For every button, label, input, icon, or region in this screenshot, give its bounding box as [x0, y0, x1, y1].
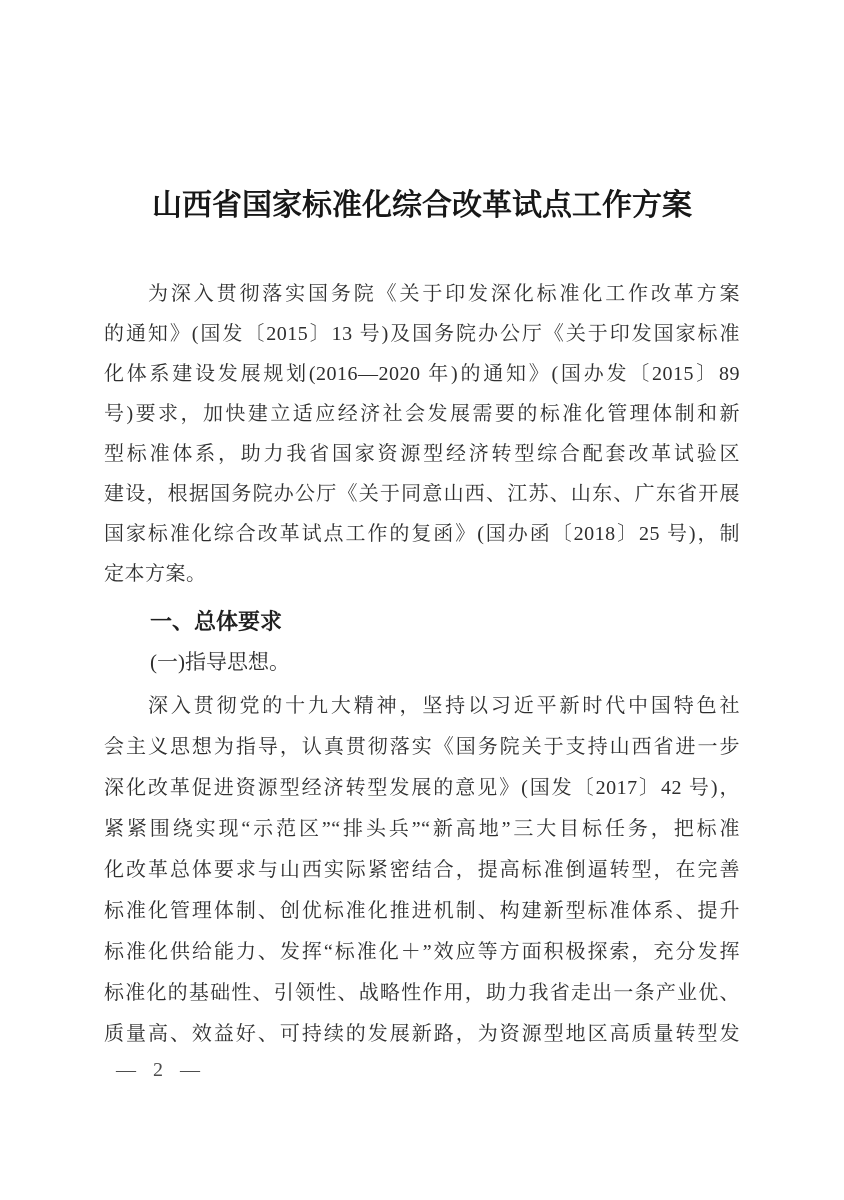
paragraph-line: 紧紧围绕实现“示范区”“排头兵”“新高地”三大目标任务，把标准	[104, 818, 740, 840]
paragraph-line: 化改革总体要求与山西实际紧密结合，提高标准倒逼转型，在完善	[104, 859, 740, 881]
paragraph-line: 建设，根据国务院办公厅《关于同意山西、江苏、山东、广东省开展	[104, 483, 740, 505]
subsection-heading-guiding-ideology: (一)指导思想。	[150, 650, 290, 674]
section-heading-general-requirements: 一、总体要求	[150, 609, 283, 634]
paragraph-line: 的通知》(国发〔2015〕13 号)及国务院办公厅《关于印发国家标准	[104, 323, 740, 345]
paragraph-line: 标准化供给能力、发挥“标准化＋”效应等方面积极探索，充分发挥	[104, 941, 740, 963]
paragraph-line: 质量高、效益好、可持续的发展新路，为资源型地区高质量转型发	[104, 1023, 740, 1045]
paragraph-line: 定本方案。	[104, 563, 207, 585]
page-number: — 2 —	[116, 1059, 206, 1081]
paragraph-line: 号)要求，加快建立适应经济社会发展需要的标准化管理体制和新	[104, 403, 740, 425]
paragraph-line: 标准化的基础性、引领性、战略性作用，助力我省走出一条产业优、	[104, 982, 740, 1004]
opening-paragraph	[104, 274, 740, 594]
paragraph-line: 型标准体系，助力我省国家资源型经济转型综合配套改革试验区	[104, 443, 740, 465]
paragraph-line: 标准化管理体制、创优标准化推进机制、构建新型标准体系、提升	[104, 900, 740, 922]
paragraph-line: 会主义思想为指导，认真贯彻落实《国务院关于支持山西省进一步	[104, 736, 740, 758]
paragraph-line: 深化改革促进资源型经济转型发展的意见》(国发〔2017〕42 号)，	[104, 777, 740, 799]
document-title: 山西省国家标准化综合改革试点工作方案	[152, 189, 692, 222]
guiding-ideology-paragraph	[104, 686, 740, 1055]
paragraph-line: 化体系建设发展规划(2016—2020 年)的通知》(国办发〔2015〕89	[104, 363, 740, 385]
paragraph-line: 深入贯彻党的十九大精神，坚持以习近平新时代中国特色社	[148, 695, 740, 717]
paragraph-line: 为深入贯彻落实国务院《关于印发深化标准化工作改革方案	[148, 283, 740, 305]
paragraph-line: 国家标准化综合改革试点工作的复函》(国办函〔2018〕25 号)，制	[104, 523, 740, 545]
document-body	[104, 274, 740, 1055]
